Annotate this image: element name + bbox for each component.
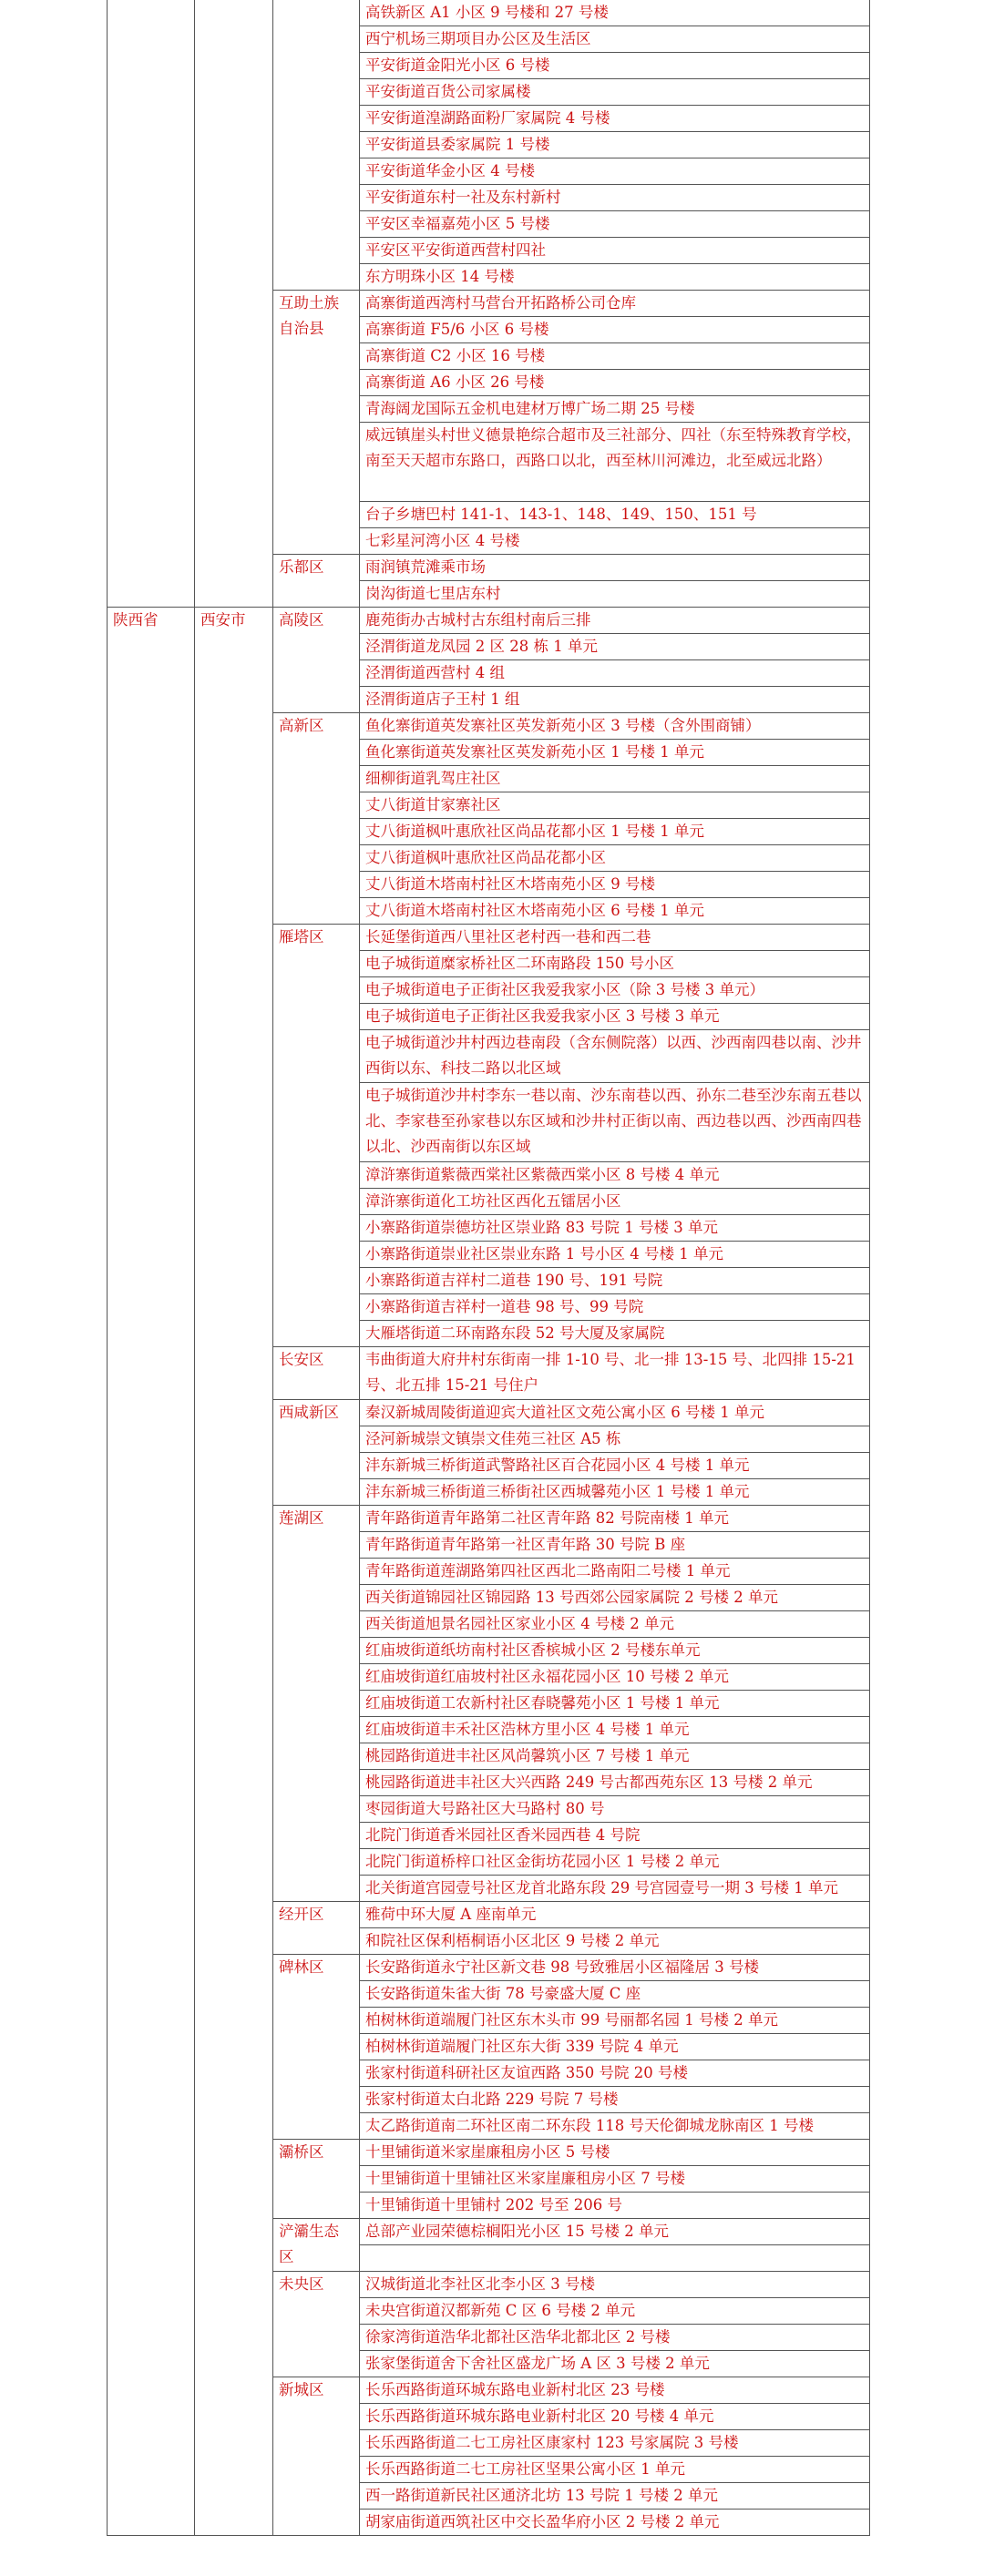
address-cell: 桃园路街道进丰社区风尚馨筑小区 7 号楼 1 单元 (360, 1743, 870, 1770)
address-cell: 北院门街道香米园社区香米园西巷 4 号院 (360, 1823, 870, 1849)
district-cell: 西咸新区 (273, 1400, 360, 1506)
address-cell: 丈八街道甘家寨社区 (360, 792, 870, 819)
district-cell: 互助土族自治县 (273, 291, 360, 555)
address-cell: 泾渭街道龙凤园 2 区 28 栋 1 单元 (360, 634, 870, 660)
address-cell: 漳浒寨街道紫薇西棠社区紫薇西棠小区 8 号楼 4 单元 (360, 1162, 870, 1189)
city-cell: 西安市 (195, 608, 273, 2536)
address-cell: 高寨街道 A6 小区 26 号楼 (360, 370, 870, 396)
address-cell: 长乐西路街道二七工房社区康家村 123 号家属院 3 号楼 (360, 2430, 870, 2457)
address-cell: 漳浒寨街道化工坊社区西化五镭居小区 (360, 1189, 870, 1215)
address-cell: 电子城街道糜家桥社区二环南路段 150 号小区 (360, 951, 870, 977)
address-cell: 丈八街道木塔南村社区木塔南苑小区 9 号楼 (360, 872, 870, 898)
address-cell: 七彩星河湾小区 4 号楼 (360, 528, 870, 555)
district-cell: 乐都区 (273, 555, 360, 608)
district-cell: 高陵区 (273, 608, 360, 713)
address-cell: 青年路街道莲湖路第四社区西北二路南阳二号楼 1 单元 (360, 1559, 870, 1585)
address-cell: 北院门街道桥梓口社区金街坊花园小区 1 号楼 2 单元 (360, 1849, 870, 1876)
district-cell: 高新区 (273, 713, 360, 925)
address-cell: 细柳街道乳驾庄社区 (360, 766, 870, 792)
address-cell: 太乙路街道南二环社区南二环东段 118 号天伦御城龙脉南区 1 号楼 (360, 2113, 870, 2140)
address-cell: 长安路街道永宁社区新文巷 98 号致雅居小区福隆居 3 号楼 (360, 1955, 870, 1981)
address-cell: 雨润镇荒滩乘市场 (360, 555, 870, 581)
address-cell: 高寨街道西湾村马营台开拓路桥公司仓库 (360, 291, 870, 317)
address-cell: 雅荷中环大厦 A 座南单元 (360, 1902, 870, 1928)
address-cell: 西关街道锦园社区锦园路 13 号西郊公园家属院 2 号楼 2 单元 (360, 1585, 870, 1611)
district-cell: 浐灞生态区 (273, 2219, 360, 2272)
district-cell: 雁塔区 (273, 925, 360, 1347)
district-cell: 碑林区 (273, 1955, 360, 2140)
address-table (107, 0, 870, 2536)
address-cell: 十里铺街道十里铺社区米家崖廉租房小区 7 号楼 (360, 2166, 870, 2193)
address-cell: 徐家湾街道浩华北都社区浩华北都北区 2 号楼 (360, 2325, 870, 2351)
district-cell: 新城区 (273, 2377, 360, 2536)
district-cell: 长安区 (273, 1347, 360, 1400)
address-cell: 鱼化寨街道英发寨社区英发新苑小区 3 号楼（含外围商铺） (360, 713, 870, 740)
address-cell: 泾河新城崇文镇崇文佳苑三社区 A5 栋 (360, 1426, 870, 1453)
address-cell: 青年路街道青年路第二社区青年路 82 号院南楼 1 单元 (360, 1506, 870, 1532)
address-cell: 平安街道县委家属院 1 号楼 (360, 132, 870, 158)
address-cell: 十里铺街道十里铺村 202 号至 206 号 (360, 2193, 870, 2219)
address-cell: 平安区幸福嘉苑小区 5 号楼 (360, 211, 870, 238)
address-cell (360, 2245, 870, 2272)
address-cell: 小寨路街道崇德坊社区崇业路 83 号院 1 号楼 3 单元 (360, 1215, 870, 1242)
address-cell: 胡家庙街道西筑社区中交长盈华府小区 2 号楼 2 单元 (360, 2510, 870, 2536)
address-cell: 小寨路街道吉祥村一道巷 98 号、99 号院 (360, 1294, 870, 1321)
address-cell: 和院社区保利梧桐语小区北区 9 号楼 2 单元 (360, 1928, 870, 1955)
address-cell: 张家村街道太白北路 229 号院 7 号楼 (360, 2087, 870, 2113)
address-cell: 秦汉新城周陵街道迎宾大道社区文苑公寓小区 6 号楼 1 单元 (360, 1400, 870, 1426)
district-cell: 未央区 (273, 2272, 360, 2377)
table-row (108, 0, 870, 26)
address-cell: 长安路街道朱雀大街 78 号豪盛大厦 C 座 (360, 1981, 870, 2008)
address-cell: 泾渭街道西营村 4 组 (360, 660, 870, 687)
district-cell (273, 0, 360, 291)
district-cell: 经开区 (273, 1902, 360, 1955)
address-cell: 平安街道湟湖路面粉厂家属院 4 号楼 (360, 106, 870, 132)
province-cell: 陕西省 (108, 608, 195, 2536)
address-cell: 柏树林街道端履门社区东木头市 99 号丽都名园 1 号楼 2 单元 (360, 2008, 870, 2034)
address-cell: 长乐西路街道环城东路电业新村北区 20 号楼 4 单元 (360, 2404, 870, 2430)
address-cell: 柏树林街道端履门社区东大街 339 号院 4 单元 (360, 2034, 870, 2060)
address-cell: 丈八街道木塔南村社区木塔南苑小区 6 号楼 1 单元 (360, 898, 870, 925)
district-cell: 莲湖区 (273, 1506, 360, 1902)
district-cell: 灞桥区 (273, 2140, 360, 2219)
address-cell: 红庙坡街道红庙坡村社区永福花园小区 10 号楼 2 单元 (360, 1664, 870, 1691)
address-cell: 青海阔龙国际五金机电建材万博广场二期 25 号楼 (360, 396, 870, 423)
province-cell (108, 0, 195, 608)
address-cell: 平安街道金阳光小区 6 号楼 (360, 53, 870, 79)
address-cell: 平安街道华金小区 4 号楼 (360, 158, 870, 185)
address-cell: 青年路街道青年路第一社区青年路 30 号院 B 座 (360, 1532, 870, 1559)
address-table-body (108, 0, 870, 2536)
address-cell: 电子城街道沙井村李东一巷以南、沙东南巷以西、孙东二巷至沙东南五巷以北、李家巷至孙家巷以东区域和沙井村正街以南、西边巷以西、沙西南四巷以北、沙西南街以东区域 (360, 1083, 870, 1162)
address-cell: 红庙坡街道工农新村社区春晓馨苑小区 1 号楼 1 单元 (360, 1691, 870, 1717)
address-cell: 小寨路街道吉祥村二道巷 190 号、191 号院 (360, 1268, 870, 1294)
address-cell: 东方明珠小区 14 号楼 (360, 264, 870, 291)
address-cell: 沣东新城三桥街道武警路社区百合花园小区 4 号楼 1 单元 (360, 1453, 870, 1479)
address-cell: 沣东新城三桥街道三桥街社区西城馨苑小区 1 号楼 1 单元 (360, 1479, 870, 1506)
address-cell: 平安街道百货公司家属楼 (360, 79, 870, 106)
city-cell (195, 0, 273, 608)
address-cell: 长延堡街道西八里社区老村西一巷和西二巷 (360, 925, 870, 951)
address-cell: 十里铺街道米家崖廉租房小区 5 号楼 (360, 2140, 870, 2166)
address-cell: 长乐西路街道环城东路电业新村北区 23 号楼 (360, 2377, 870, 2404)
address-cell: 泾渭街道店子王村 1 组 (360, 687, 870, 713)
address-cell: 未央宫街道汉都新苑 C 区 6 号楼 2 单元 (360, 2298, 870, 2325)
address-cell: 小寨路街道崇业社区崇业东路 1 号小区 4 号楼 1 单元 (360, 1242, 870, 1268)
table-row (108, 608, 870, 634)
address-cell: 鱼化寨街道英发寨社区英发新苑小区 1 号楼 1 单元 (360, 740, 870, 766)
address-cell: 高寨街道 C2 小区 16 号楼 (360, 343, 870, 370)
address-cell: 岗沟街道七里店东村 (360, 581, 870, 608)
address-cell: 韦曲街道大府井村东街南一排 1-10 号、北一排 13-15 号、北四排 15-21 号、北五排 15-21 号住户 (360, 1347, 870, 1400)
address-cell: 张家村街道科研社区友谊西路 350 号院 20 号楼 (360, 2060, 870, 2087)
address-cell: 西一路街道新民社区通济北坊 13 号院 1 号楼 2 单元 (360, 2483, 870, 2510)
address-cell: 桃园路街道进丰社区大兴西路 249 号古都西苑东区 13 号楼 2 单元 (360, 1770, 870, 1796)
address-cell: 枣园街道大号路社区大马路村 80 号 (360, 1796, 870, 1823)
address-cell: 汉城街道北李社区北李小区 3 号楼 (360, 2272, 870, 2298)
address-cell: 长乐西路街道二七工房社区坚果公寓小区 1 单元 (360, 2457, 870, 2483)
address-cell: 平安区平安街道西营村四社 (360, 238, 870, 264)
address-cell: 总部产业园荣德棕榈阳光小区 15 号楼 2 单元 (360, 2219, 870, 2245)
address-cell: 北关街道宫园壹号社区龙首北路东段 29 号宫园壹号一期 3 号楼 1 单元 (360, 1876, 870, 1902)
address-cell: 丈八街道枫叶惠欣社区尚品花都小区 1 号楼 1 单元 (360, 819, 870, 845)
address-cell: 大雁塔街道二环南路东段 52 号大厦及家属院 (360, 1321, 870, 1347)
address-cell: 高铁新区 A1 小区 9 号楼和 27 号楼 (360, 0, 870, 26)
address-cell: 丈八街道枫叶惠欣社区尚品花都小区 (360, 845, 870, 872)
address-cell: 红庙坡街道丰禾社区浩林方里小区 4 号楼 1 单元 (360, 1717, 870, 1743)
address-cell: 鹿苑街办古城村古东组村南后三排 (360, 608, 870, 634)
address-cell: 张家堡街道舍下舍社区盛龙广场 A 区 3 号楼 2 单元 (360, 2351, 870, 2377)
address-cell: 台子乡塘巴村 141-1、143-1、148、149、150、151 号 (360, 502, 870, 528)
address-cell: 平安街道东村一社及东村新村 (360, 185, 870, 211)
address-cell: 威远镇崖头村世义德景艳综合超市及三社部分、四社（东至特殊教育学校，南至天天超市东路口，西路口以北，西至林川河滩边，北至威远北路） (360, 423, 870, 502)
address-cell: 西关街道旭景名园社区家业小区 4 号楼 2 单元 (360, 1611, 870, 1638)
address-cell: 红庙坡街道纸坊南村社区香槟城小区 2 号楼东单元 (360, 1638, 870, 1664)
address-cell: 电子城街道电子正街社区我爱我家小区（除 3 号楼 3 单元） (360, 977, 870, 1004)
address-cell: 电子城街道电子正街社区我爱我家小区 3 号楼 3 单元 (360, 1004, 870, 1030)
address-cell: 电子城街道沙井村西边巷南段（含东侧院落）以西、沙西南四巷以南、沙井西街以东、科技二路以北区域 (360, 1030, 870, 1083)
address-cell: 西宁机场三期项目办公区及生活区 (360, 26, 870, 53)
address-cell: 高寨街道 F5/6 小区 6 号楼 (360, 317, 870, 343)
